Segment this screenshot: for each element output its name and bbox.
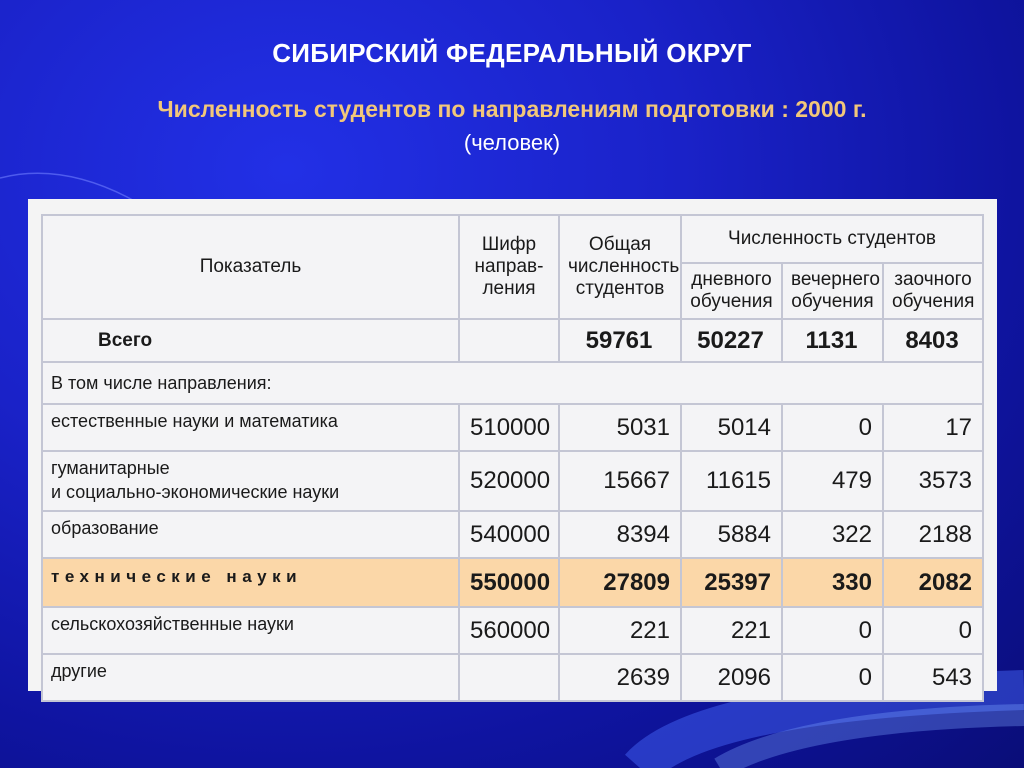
table-row-highlighted (42, 558, 983, 607)
row-evening: 330 (782, 558, 883, 607)
table-row (42, 654, 983, 701)
row-correspondence: 543 (883, 654, 983, 701)
row-day: 5014 (681, 404, 782, 451)
row-correspondence: 3573 (883, 451, 983, 511)
row-correspondence: 17 (883, 404, 983, 451)
students-table (41, 214, 984, 702)
row-total: 221 (559, 607, 681, 654)
row-day: 5884 (681, 511, 782, 558)
row-label: другие (42, 654, 459, 701)
row-label: гуманитарные и социально-экономические науки (42, 451, 459, 511)
row-day: 2096 (681, 654, 782, 701)
row-code: 510000 (459, 404, 559, 451)
row-total: 15667 (559, 451, 681, 511)
row-total: 2639 (559, 654, 681, 701)
unit-label: (человек) (463, 130, 561, 155)
row-code (459, 654, 559, 701)
row-total: 8394 (559, 511, 681, 558)
slide-subtitle: Численность студентов по направлениям подготовки : 2000 г. (157, 96, 867, 122)
row-day: 11615 (681, 451, 782, 511)
row-day: 25397 (681, 558, 782, 607)
table-row (42, 451, 983, 511)
section-label: В том числе направления: (42, 362, 983, 404)
header-code: Шифр направ-ления (459, 215, 559, 319)
table-row (42, 404, 983, 451)
row-correspondence: 2188 (883, 511, 983, 558)
table-row (42, 607, 983, 654)
row-code: 520000 (459, 451, 559, 511)
header-total: Общая численность студентов (559, 215, 681, 319)
row-label: сельскохозяйственные науки (42, 607, 459, 654)
row-total: 5031 (559, 404, 681, 451)
row-total: 27809 (559, 558, 681, 607)
header-students-group: Численность студентов (681, 215, 983, 263)
row-code: 550000 (459, 558, 559, 607)
row-code (459, 319, 559, 362)
header-evening: вечернего обучения (782, 263, 883, 319)
slide-title: СИБИРСКИЙ ФЕДЕРАЛЬНЫЙ ОКРУГ (272, 38, 752, 68)
row-total: 59761 (559, 319, 681, 362)
row-code: 560000 (459, 607, 559, 654)
header-day: дневного обучения (681, 263, 782, 319)
row-correspondence: 0 (883, 607, 983, 654)
row-day: 50227 (681, 319, 782, 362)
row-code: 540000 (459, 511, 559, 558)
row-correspondence: 2082 (883, 558, 983, 607)
row-evening: 0 (782, 654, 883, 701)
table-row-section (42, 362, 983, 404)
table-row (42, 511, 983, 558)
row-evening: 479 (782, 451, 883, 511)
row-evening: 0 (782, 607, 883, 654)
row-day: 221 (681, 607, 782, 654)
row-evening: 0 (782, 404, 883, 451)
table-row-total (42, 319, 983, 362)
row-evening: 1131 (782, 319, 883, 362)
row-label: Всего (42, 319, 459, 362)
row-label: образование (42, 511, 459, 558)
row-evening: 322 (782, 511, 883, 558)
row-correspondence: 8403 (883, 319, 983, 362)
row-label: естественные науки и математика (42, 404, 459, 451)
table-panel (28, 199, 997, 691)
header-indicator: Показатель (42, 215, 459, 319)
row-label: технические науки (42, 558, 459, 607)
header-correspondence: заочного обучения (883, 263, 983, 319)
